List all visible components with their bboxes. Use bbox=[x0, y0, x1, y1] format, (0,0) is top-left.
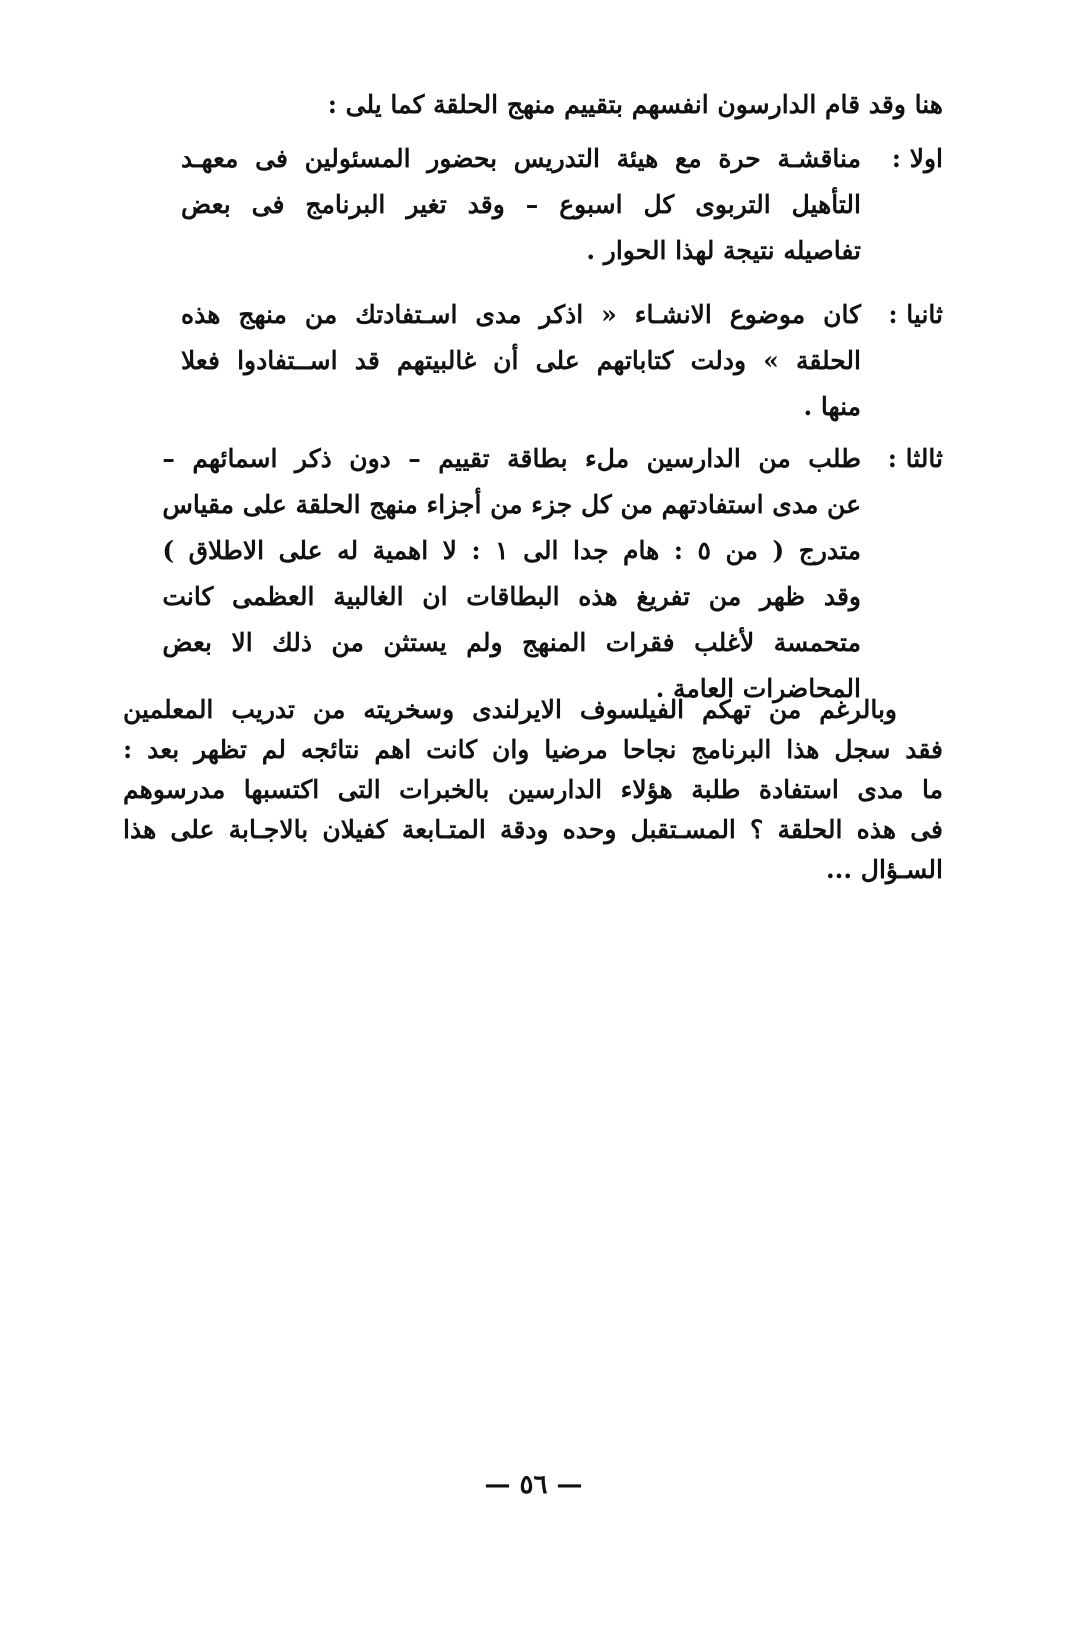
item-line: الحلقة » ودلت كتاباتهم على أن غالبيتهم قد اســتفادوا فعلا bbox=[181, 346, 861, 375]
item-line: منها . bbox=[803, 392, 861, 421]
closing-line: فقد سجل هذا البرنامج نجاحا مرضيا وان كانت اهم نتائجه لم تظهر بعد : bbox=[123, 735, 943, 764]
item-line: طلب من الدارسين ملء بطاقة تقييم – دون ذكر اسمائهم – bbox=[162, 444, 861, 473]
closing-line: فى هذه الحلقة ؟ المسـتقبل وحده ودقة المتـابعة كفيلان بالاجـابة على هذا bbox=[123, 815, 943, 844]
closing-line: ما مدى استفادة طلبة هؤلاء الدارسين بالخبرات التى اكتسبها مدرسوهم bbox=[123, 775, 943, 804]
evaluation-item-second bbox=[143, 292, 943, 430]
item-line: تفاصيله نتيجة لهذا الحوار . bbox=[586, 236, 861, 265]
item-line: المحاضرات العامة . bbox=[655, 674, 861, 703]
evaluation-item-first bbox=[143, 136, 943, 274]
item-line: متدرج ( من ٥ : هام جدا الى ١ : لا اهمية له على الاطلاق ) bbox=[162, 536, 861, 565]
item-body bbox=[162, 436, 861, 712]
item-line: التأهيل التربوى كل اسبوع – وقد تغير البرنامج فى بعض bbox=[181, 190, 861, 219]
item-label: اولا : bbox=[891, 144, 943, 173]
item-body bbox=[181, 292, 861, 430]
item-line: وقد ظهر من تفريغ هذه البطاقات ان الغالبية العظمى كانت bbox=[162, 582, 861, 611]
intro-paragraph: هنا وقد قام الدارسون انفسهم بتقييم منهج الحلقة كما يلى : bbox=[327, 90, 943, 119]
item-line: مناقشـة حرة مع هيئة التدريس بحضور المسئولين فى معهـد bbox=[181, 144, 861, 173]
item-line: عن مدى استفادتهم من كل جزء من أجزاء منهج الحلقة على مقياس bbox=[162, 490, 861, 519]
closing-line: السـؤال ... bbox=[825, 855, 943, 884]
evaluation-item-third bbox=[143, 436, 943, 712]
item-label: ثالثا : bbox=[887, 444, 943, 473]
closing-paragraph bbox=[123, 690, 943, 890]
page-number: — ٥٦ — bbox=[484, 1470, 583, 1500]
item-label: ثانيا : bbox=[888, 300, 943, 329]
item-line: كان موضوع الانشـاء « اذكر مدى اسـتفادتك من منهج هذه bbox=[181, 300, 861, 329]
closing-line: وبالرغم من تهكم الفيلسوف الايرلندى وسخريته من تدريب المعلمين bbox=[123, 695, 897, 724]
item-line: متحمسة لأغلب فقرات المنهج ولم يستثن من ذلك الا بعض bbox=[162, 628, 861, 657]
item-body bbox=[181, 136, 861, 274]
